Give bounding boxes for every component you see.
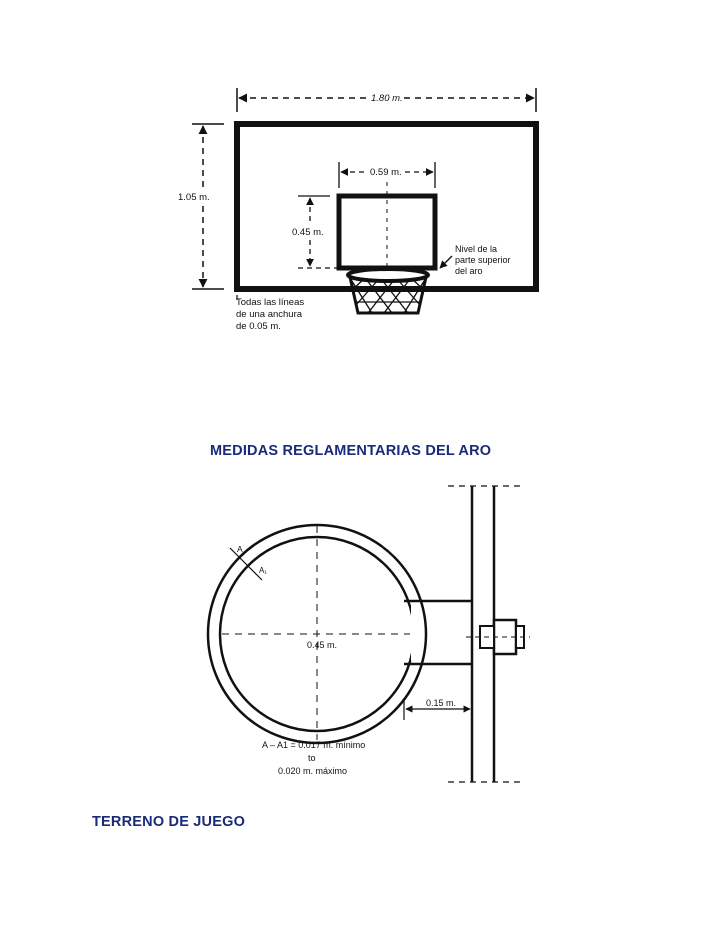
offset-label: 0.15 m. xyxy=(426,698,457,708)
rim-level-note-line-1: Nivel de la xyxy=(455,244,498,254)
inner-height-label: 0.45 m. xyxy=(292,227,324,238)
thickness-note-line-1: A – A1 = 0.017 m. mínimo xyxy=(262,740,366,750)
label-a: A xyxy=(237,544,243,554)
ring-diagram xyxy=(208,486,530,782)
backboard-diagram xyxy=(178,88,536,332)
ring-section-heading: MEDIDAS REGLAMENTARIAS DEL ARO xyxy=(210,443,492,459)
height-label: 1.05 m. xyxy=(178,192,210,203)
label-a1: A₁ xyxy=(259,566,268,575)
rim-level-note-line-3: del aro xyxy=(455,266,483,276)
thickness-note-line-2: to xyxy=(308,753,316,763)
inner-width-label: 0.59 m. xyxy=(370,167,402,178)
diameter-label: 0.45 m. xyxy=(307,640,338,650)
court-section-heading: TERRENO DE JUEGO xyxy=(92,814,246,830)
rim-level-note-line-2: parte superior xyxy=(455,255,511,265)
line-width-note-line-1: Todas las líneas xyxy=(236,297,305,308)
line-width-note-line-2: de una anchura xyxy=(236,309,303,320)
thickness-note-line-3: 0.020 m. máximo xyxy=(278,766,348,776)
line-width-note-line-3: de 0.05 m. xyxy=(236,321,281,332)
rim-level-arrow xyxy=(440,256,452,268)
width-label: 1.80 m. xyxy=(371,93,403,104)
